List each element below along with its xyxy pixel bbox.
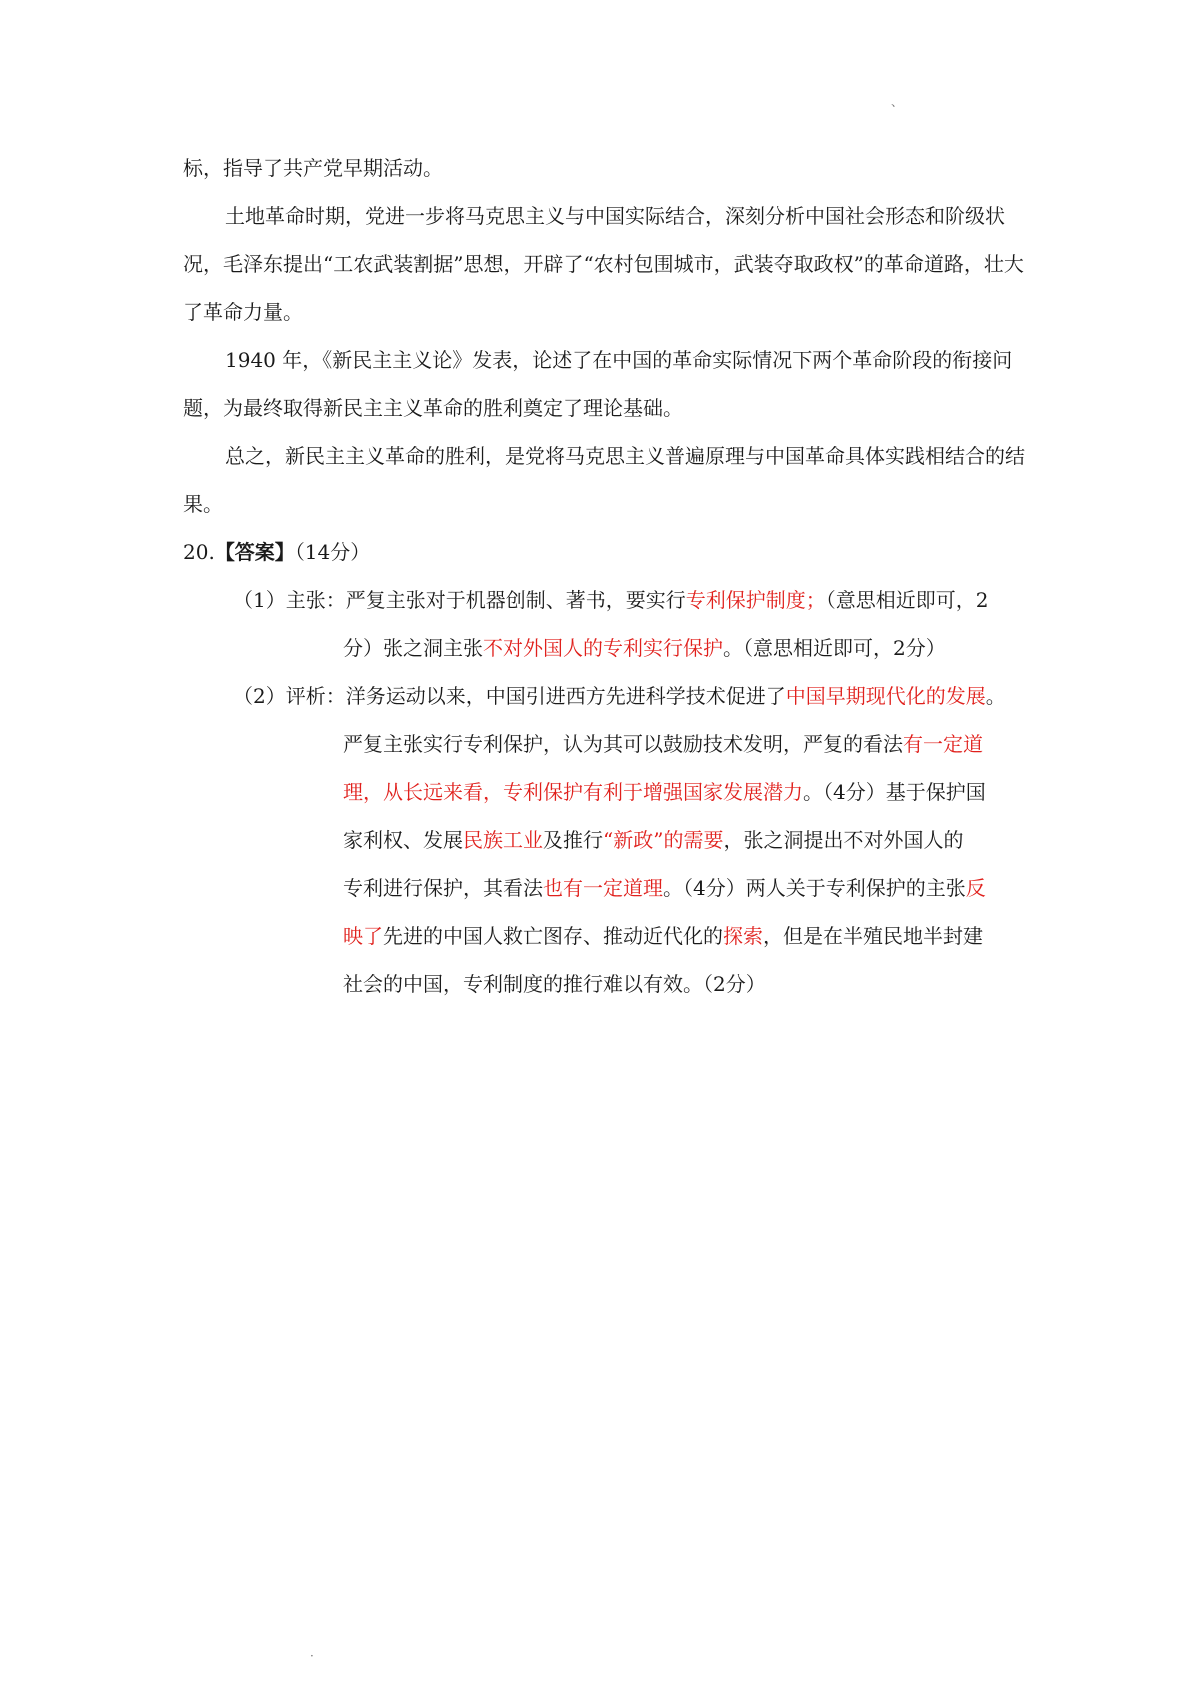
part2-highlight: 中国早期现代化的发展 <box>785 684 986 708</box>
part2-text: 及推行 <box>543 828 603 852</box>
part2-highlight: 也有一定道理 <box>543 876 663 900</box>
part1-line2 <box>343 624 946 672</box>
part2-text: （2）评析：洋务运动以来，中国引进西方先进科学技术促进了 <box>233 684 786 708</box>
stray-mark-top: 、 <box>891 95 904 109</box>
part1-highlight-punct: ； <box>805 588 826 612</box>
part2-text: 。 <box>985 684 1006 708</box>
part2-line5 <box>343 864 986 912</box>
part2-highlight: 反 <box>965 876 986 900</box>
part2-highlight: 理，从长远来看，专利保护有利于增强国家发展潜力 <box>343 780 803 804</box>
paragraph-3: 1940 年，《新民主主义论》发表，论述了在中国的革命实际情况下两个革命阶段的衔接问题，为最终取得新民主主义革命的胜利奠定了理论基础。 <box>183 348 1013 420</box>
part2-text: 严复主张实行专利保护，认为其可以鼓励技术发明，严复的看法 <box>343 732 903 756</box>
part2-line3 <box>343 768 986 816</box>
paragraph-2: 土地革命时期，党进一步将马克思主义与中国实际结合，深刻分析中国社会形态和阶级状况，毛泽东提出“工农武装割据”思想，开辟了“农村包围城市，武装夺取政权”的革命道路，壮大了革命力量。 <box>183 204 1024 324</box>
answer-heading <box>183 528 370 576</box>
part2-highlight: “新政”的需要 <box>603 828 724 852</box>
paragraph-4: 总之，新民主主义革命的胜利，是党将马克思主义普遍原理与中国革命具体实践相结合的结果。 <box>183 444 1025 516</box>
part1-text: （意思相近即可，2 <box>825 588 989 612</box>
part1-text: 分）张之洞主张 <box>343 636 483 660</box>
part2-line7 <box>343 960 766 1008</box>
part2-highlight: 探索 <box>723 924 763 948</box>
question-number: 20. <box>183 540 215 564</box>
part2-text: 先进的中国人救亡图存、推动近代化的 <box>383 924 723 948</box>
part2-text: 社会的中国，专利制度的推行难以有效。（2分） <box>343 972 766 996</box>
part2-highlight: 民族工业 <box>463 828 543 852</box>
part1-text: 。（意思相近即可，2分） <box>723 636 946 660</box>
part1-text: （1）主张：严复主张对于机器创制、著书，要实行 <box>233 588 686 612</box>
part2-text: 家利权、发展 <box>343 828 463 852</box>
part2-text: 专利进行保护，其看法 <box>343 876 543 900</box>
part2-highlight: 有一定道 <box>903 732 983 756</box>
part2-text: 。（4分）两人关于专利保护的主张 <box>663 876 966 900</box>
part2-line4 <box>343 816 963 864</box>
answer-label: 【答案】 <box>214 540 295 564</box>
part2-line1 <box>233 672 1006 720</box>
part2-highlight: 映了 <box>343 924 383 948</box>
paragraph-1: 标，指导了共产党早期活动。 <box>183 156 443 180</box>
part1-highlight: 不对外国人的专利实行保护 <box>483 636 723 660</box>
answer-score: （14分） <box>294 540 371 564</box>
stray-mark-bottom: · <box>310 1649 314 1663</box>
part2-line6 <box>343 912 983 960</box>
part2-line2 <box>343 720 983 768</box>
part2-text: 。（4分）基于保护国 <box>803 780 986 804</box>
part2-text: ，但是在半殖民地半封建 <box>763 924 983 948</box>
part1-line1 <box>233 576 988 624</box>
part2-text: ，张之洞提出不对外国人的 <box>723 828 964 852</box>
part1-highlight: 专利保护制度 <box>685 588 806 612</box>
